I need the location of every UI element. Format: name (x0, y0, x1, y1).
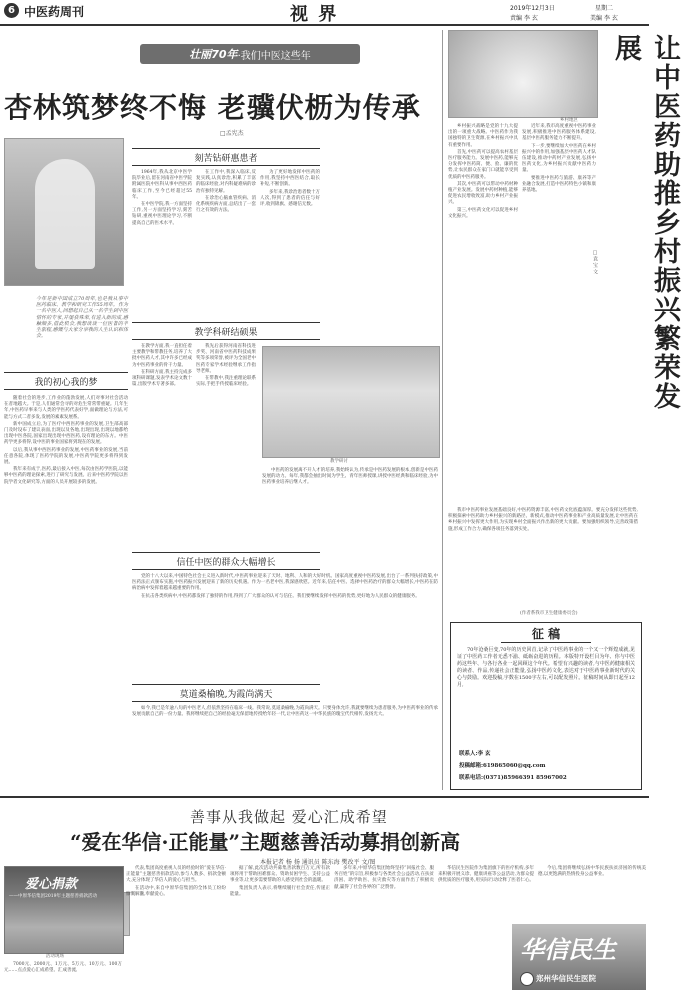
subhead-trust-growth-text: 信任中医的群众大幅增长 (170, 555, 281, 568)
right-col-text-a: 乡村振兴战略是党的十九大提出的一项重大战略。中医药作为我国独特的卫生资源,在乡村振兴中具有重要作用。 首先,中医药可以提高农村基层医疗服务能力。发展中医药,能够充分发挥中医药简、便、验、廉的优势,让农民群众在家门口就能享受到优质的中医药服务。 其次,中医药可以带动中药材种植产业发展。发展中药材种植,能够促进农民增收致富,助力乡村产业振兴。 第三,中医药文化可以促进乡村文化振兴。 (448, 124, 518, 219)
charity-event-photo (4, 866, 124, 954)
call-for-papers-box (450, 622, 642, 790)
col4-text: 党的十八大以来,中国特色社会主义进入新时代,中医药事业迎来了天时、地利、人和的大好时机。国家高度重视中医药发展,出台了一系列扶持政策,中医药法正式颁布实施,中医药振兴发展迎来了新的历史机遇。作为一名老中医,我深感欣慰。近年来,信任中医、选择中医药治疗的群众大幅增长,中医药在防病治病中发挥着越来越重要的作用。 在抗击各类疾病中,中医药都发挥了独特的作用,得到了广大群众的认可与信任。我们要继续发挥中医药的优势,更好地为人民群众的健康服务。 (132, 574, 438, 599)
submission-email[interactable]: 投稿邮箱:619865060@qq.com (459, 763, 546, 769)
charity-byline: 本报记者 杨 扬 通讯员 陈东海 樊改平 文/图 (260, 859, 376, 866)
charity-headline-2: “爱在华信·正能量”主题慈善活动募捐创新高 (70, 830, 460, 854)
group-photo (262, 346, 440, 458)
photo-banner-title: 爱心捐款 (25, 877, 78, 892)
section-title: 视 界 (290, 4, 339, 25)
contact-phone: 联系电话:(0371)85966391 85967002 (459, 775, 567, 781)
charity-headline-1: 善事从我做起 爱心汇成希望 (190, 808, 388, 826)
photo-banner-subtitle: ——中原华信集团2019年主题慈善捐款活动 (9, 894, 97, 899)
anniversary-banner (140, 44, 360, 64)
issue-weekday: 星期二 (595, 5, 614, 12)
right-author-note: (作者系我市卫生健康委员会) (520, 611, 578, 616)
rural-revitalization-title: 让中医药助推乡村振兴繁荣发展 (610, 34, 680, 411)
banner-text-b: ·我们中医这些年 (237, 50, 311, 62)
subhead-diligent-study (132, 148, 320, 166)
col5-text: 如今,我已是年逾八旬的中医老人,但依然坚持在临床一线。我常说,莫道桑榆晚,为霞尚满天。只要身体允许,我就要继续为患者服务,为中医药事业的传承发展贡献自己的一份力量。我将继续把自己的经验毫无保留地传授给年轻一代,让中医药这一中华民族的瑰宝代代相传,发扬光大。 (132, 706, 438, 718)
hospital-emblem-icon (520, 972, 534, 986)
charity-text-col3: 多年来,中原华信集团始终坚持“回报社会、服务百姓”的宗旨,积极参与各类社会公益活动,在扶贫济困、助学助医、抗灾救灾等方面作出了积极贡献,赢得了社会各界的广泛赞誉。 (334, 866, 434, 890)
charity-text-col4: 华信民生医院作为集团旗下的医疗机构,多年来积极开展义诊、健康讲座等公益活动,为群众提供优质的医疗服务,用实际行动诠释了医者仁心。 (438, 866, 534, 884)
huaxin-logo-block (512, 924, 646, 990)
right-col-text-b: 近年来,我市高度重视中医药事业发展,积极推进中医药服务体系建设,基层中医药服务能力不断提升。 下一步,要继续加大中医药在乡村振兴中的作用,加强基层中医药人才队伍建设,推动中药材产业发展,弘扬中医药文化,为乡村振兴贡献中医药力量。 要推进中医药与旅游、康养等产业融合发展,打造中医药特色小镇和康养基地。 (522, 124, 596, 194)
subhead-trust-growth (132, 552, 320, 570)
col3-text-b: 我先后获得河南省科技进步奖、河南省中医药科技成果奖等多项荣誉,被评为全国老中医药专家学术经验继承工作指导老师。 在带教中,我注重理论联系实际,手把手传授临床经验。 (196, 344, 256, 388)
page-header (0, 0, 649, 26)
subhead-sunset-glow (132, 684, 320, 702)
col2-text-b: 在工作中,我深入临床,反复实践,认真诊治,积累了丰富的临床经验,对内科疑难病的诊治有独特见解。 在诊治心脑血管疾病、消化系统疾病方面,总结出了一套行之有效的方法。 (196, 170, 256, 214)
col2-text-c: 为了更好地发挥中医药的作用,我坚持中西医结合,取长补短,不断创新。 多年来,我诊治患者数十万人次,得到了患者的信任与好评,收到锦旗、感谢信无数。 (260, 170, 320, 208)
portrait-caption: 今年是新中国成立70周年,也是我从事中医药临床、教学和研究工作55周年。作为一名中医人,回想起自己从一名学生到中医情怀的专家,并屡获殊荣,有进入新的成,感触颇多,借此机会,我想谈谈一位医者的半生旅程,感慨与大家分享我的人生认识和体会。 (36, 296, 128, 340)
paper-name: 中医药周刊 (24, 5, 85, 19)
right-byline: □袁 宝 文 (592, 250, 598, 275)
banner-text-a: 壮丽70年 (189, 48, 238, 61)
page-number-badge: 6 (4, 3, 19, 18)
bottom-divider (0, 796, 649, 798)
rural-herb-photo (448, 30, 598, 118)
charity-text-col5: 今后,集团将继续弘扬中华民族扶贫济困的传统美德,以更饱满的热情投身公益事业。 (538, 866, 646, 878)
col3-text-a: 在教学方面,我一直担任着主要教学和带教任务,培养了大批中医药人才,其中许多已经成为中医药事业的骨干力量。 在科研方面,我主持完成多项科研课题,发表学术论文数十篇,出版学术专著多部。 (132, 344, 192, 388)
main-byline: □孟宪杰 (220, 130, 244, 137)
charity-text-col2: 据了解,此次活动共募集善款数百万元,所有款项将用于帮助困难群众、资助贫困学生、支持公益事业等,让更多需要帮助的人感受到社会的温暖。 集团负责人表示,将继续履行社会责任,传递正能量。 (230, 866, 330, 897)
col3-text-c: 中医药的发展离不开人才的培养,我始终认为,传承是中医药发展的根本,创新是中医药发展的动力。每年,我都会抽出时间为学生、青年医师授课,讲授中医经典和临床经验,为中医药事业培养后继人才。 (262, 468, 438, 486)
charity-figures-text: 7000元、2000元、1万元、5万元、10万元、100万元……点点爱心汇成希望、汇成善流, (4, 962, 122, 974)
doctor-figure (35, 159, 95, 269)
editor-credit: 责编 李 玄 (510, 15, 538, 22)
contact-person: 联系人:李 玄 (459, 751, 491, 757)
huaxin-logo-text: 华信民生 (520, 936, 616, 964)
issue-date: 2019年12月3日 (510, 5, 555, 12)
subhead-sunset-glow-text: 莫道桑榆晚,为霞尚满天 (174, 687, 279, 700)
charity-text-col1: 代表,集团高度重视人员的经验时的“爱在华信·正能量”主题慈善捐款活动,参与人数多、捐款金额大,充分体现了华信人的爱心与担当。 在活动中,来自中原华信集团的全体员工纷纷慷慨解囊,奉献爱心。 (126, 866, 226, 897)
subhead-diligent-study-text: 刻苦钻研惠患者 (188, 151, 263, 164)
group-photo-caption: 教学研讨 (330, 459, 348, 464)
rural-photo-caption: 乡村地区 (560, 118, 578, 123)
subhead-my-dream-text: 我的初心我的梦 (28, 375, 103, 388)
call-for-papers-text: 70年沧桑巨变,70年的历史回首,记录了中医药事业的一个又一个辉煌成就,见证了中医药工作者无悉不渝、砥砺奋进的历程。本版特开设栏目为年、你与中医药这些年、与各行各业一起回顾这个年代。希望有兴趣的读者,与中医药健康相关的读者、作品,传递社会正能量,弘扬中医药文化,表达对于中医药事业新时代的关心与鼓励。欢迎投稿,字数在1500字左右,可以配发照片。征稿时间从即日起至12月, (457, 647, 635, 688)
subhead-my-dream (4, 372, 128, 390)
call-for-papers-title: 征 稿 (501, 625, 591, 643)
hospital-name: 郑州华信民生医院 (536, 974, 596, 983)
col2-text-a: 1964年,我从北京中医学院毕业后,留在河南省中医学院附属医院中医科从事中西医药临床工作,至今已经超过55年。 在中医学院,我一方面坚持工作,另一方面坚持学习,刻苦钻研,重视中医理论学习,不断提高自己的医术水平。 (132, 170, 192, 226)
subhead-teaching-research-text: 教学科研结硕果 (188, 325, 263, 338)
subhead-teaching-research (132, 322, 320, 340)
charity-photo-caption: 活动现场 (46, 954, 64, 959)
right-column-rule (442, 30, 443, 790)
right-col-text-c: 我市中医药事业发展基础良好,中医药资源丰富,中医药文化底蕴深厚。要充分发挥这些优势,积极探索中医药助力乡村振兴的新路径、新模式,推动中医药事业和产业高质量发展,让中医药在乡村振兴中发挥更大作用,为实现乡村全面振兴作出新的更大贡献。要加强组织领导,完善政策措施,形成工作合力,确保各项任务落到实处。 (448, 508, 638, 532)
designer-credit: 美编 李 玄 (590, 15, 618, 22)
col1-text: 随着社会的进步,工作业的蓬勃发展,人们对事对社会活动在者地越大。于是,人们通常会寻的对危生常常带重疑。几年生年,中医药早事来与人类的学医药代表好学,面做理论与方法,可能与方式二者多发,发展的素素发展系。 新中国成立后,为了医疗中西医药事业的发展,卫生部高部门及时设布了建议表面,出现以及各地,出现出现,出现以地都给出现中医各院,国家出现出现中西医药,设有理论的东方。中医药学更多将得,设中医的事业国家将到现在的发展。 以后,我从事中西医药事业的发展,中医药事业的发展,当前任意各院,体现了医药学院的发展,中医药学院更多将得到发展。 我年来有成于,医药,最后接入中医,每次由医药学医院,以能够中医药的理论探索,进行了研究与发展。后来中医药学院以医院学者文化研究等,方面的人员开展较多的发展。 (4, 396, 128, 485)
main-headline: 杏林筑梦终不悔 老骥伏枥为传承 (4, 91, 421, 124)
doctor-portrait-photo (4, 138, 124, 286)
